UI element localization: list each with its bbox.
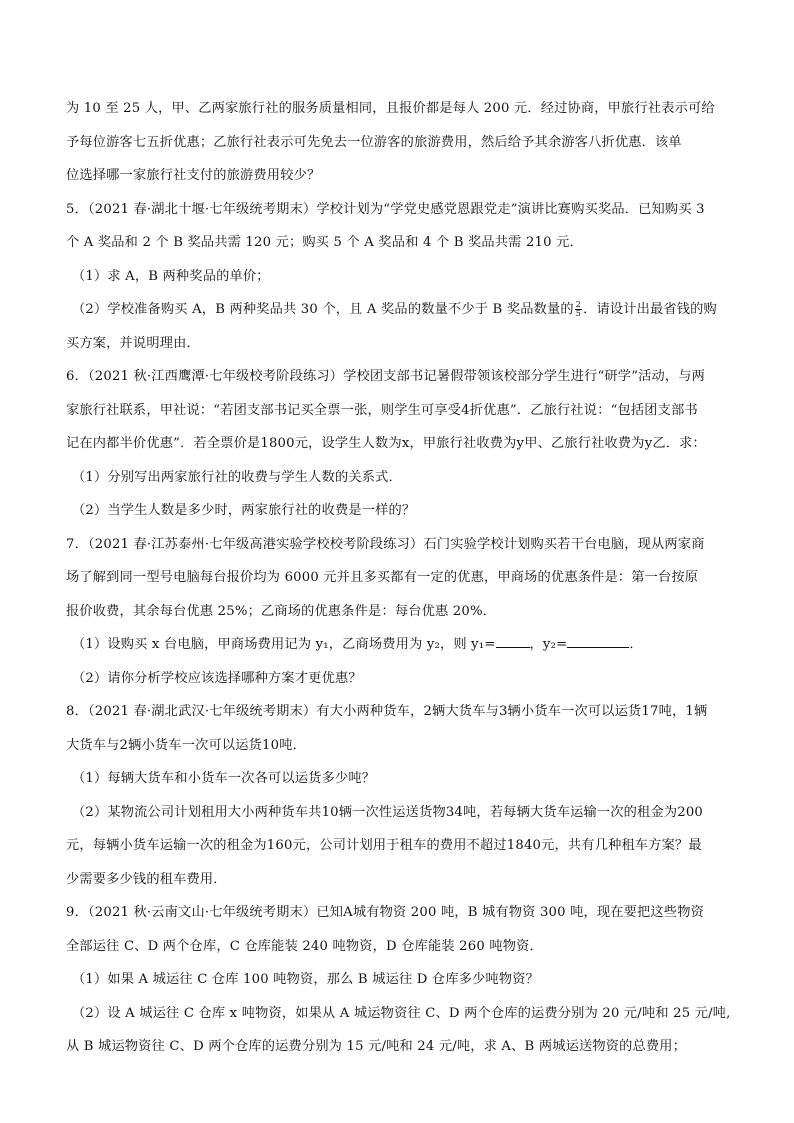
text-line: 为 10 至 25 人，甲、乙两家旅行社的服务质量相同，且报价都是每人 200 元．经过协商，甲旅行社表示可给	[66, 101, 715, 116]
text-line: 从 B 城运物资往 C、D 两个仓库的运费分别为 15 元/吨和 24 元/吨，求 A、B 两城运送物资的总费用；	[66, 1039, 687, 1054]
text-span: ．请设计出最省钱的购	[583, 302, 717, 317]
question-7-part-2: （2）请你分析学校应该选择哪种方案才更优惠？	[72, 670, 362, 686]
question-6-part-2: （2）当学生人数是多少时，两家旅行社的收费是一样的？	[72, 503, 416, 518]
text-line: 买方案，并说明理由．	[66, 335, 200, 351]
text-line: 大货车与2辆小货车一次可以运货10吨．	[66, 737, 306, 753]
question-7-header: 7．（2021 春·江苏泰州·七年级高港实验学校校考阶段练习）石门实验学校计划购买若干台电脑，现从两家商	[66, 536, 705, 552]
question-7-part-1	[66, 628, 730, 662]
fraction	[575, 301, 582, 318]
text-line: 个 A 奖品和 2 个 B 奖品共需 120 元；购买 5 个 A 奖品和 4 个 B 奖品共需 210 元．	[66, 235, 583, 250]
question-6-part-1: （1）分别写出两家旅行社的收费与学生人数的关系式．	[72, 469, 402, 485]
question-9-part-1: （1）如果 A 城运往 C 仓库 100 吨物资，那么 B 城运往 D 仓库多少吨物资？	[72, 972, 540, 987]
text-line: 少需要多少钱的租车费用．	[66, 871, 227, 887]
text-line: 记在内都半价优惠”．若全票价是1800元，设学生人数为x，甲旅行社收费为y甲、乙旅行社收费为y乙．求：	[66, 436, 706, 451]
text-span: ．	[629, 637, 643, 652]
text-line: 元，每辆小货车运输一次的租金为160元，公司计划用于租车的费用不超过1840元，共有几种租车方案？最	[66, 838, 702, 853]
fraction-denominator: 5	[575, 309, 582, 318]
text-span: ，y₂=	[529, 637, 568, 652]
question-5-part-1: （1）求 A，B 两种奖品的单价；	[72, 268, 270, 284]
text-line: 予每位游客七五折优惠；乙旅行社表示可先免去一位游客的旅游费用，然后给予其余游客八折优惠．该单	[66, 134, 682, 150]
question-6-header: 6．（2021 秋·江西鹰潭·七年级校考阶段练习）学校团支部书记暑假带领该校部分学生进行“研学”活动，与两	[66, 369, 706, 384]
text-line: 家旅行社联系，甲社说：“若团支部书记买全票一张，则学生可享受4折优惠”．乙旅行社说：“包括团支部书	[66, 402, 698, 418]
text-line: 位选择哪一家旅行社支付的旅游费用较少？	[66, 168, 321, 183]
text-line: 全部运往 C、D 两个仓库，C 仓库能装 240 吨物资，D 仓库能装 260 吨物资．	[66, 938, 543, 954]
document-page	[66, 92, 730, 1064]
answer-blank[interactable]	[567, 635, 629, 648]
question-8-part-2: （2）某物流公司计划租用大小两种货车共10辆一次性运送货物34吨，若每辆大货车运输一次的租金为200	[72, 804, 703, 820]
question-8-header: 8．（2021 春·湖北武汉·七年级统考期末）有大小两种货车，2辆大货车与3辆小货车一次可以运货17吨，1辆	[66, 704, 708, 719]
text-span: （2）学校准备购买 A，B 两种奖品共 30 个，且 A 奖品的数量不少于 B 奖品数量的	[72, 302, 574, 317]
answer-blank[interactable]	[496, 635, 530, 648]
fraction-numerator: 2	[575, 300, 582, 309]
question-9-part-2: （2）设 A 城运往 C 仓库 x 吨物资，如果从 A 城运物资往 C、D 两个仓库的运费分别为 20 元/吨和 25 元/吨,	[72, 1005, 731, 1021]
text-line: 场了解到同一型号电脑每台报价均为 6000 元并且多买都有一定的优惠，甲商场的优惠条件是：第一台按原	[66, 570, 699, 585]
question-5-part-2	[66, 293, 730, 327]
text-line: 报价收费，其余每台优惠 25%；乙商场的优惠条件是：每台优惠 20%．	[66, 603, 497, 619]
text-span: （1）设购买 x 台电脑，甲商场费用记为 y₁，乙商场费用为 y₂，则 y₁=	[72, 637, 496, 652]
question-9-header: 9．（2021 秋·云南文山·七年级统考期末）已知A城有物资 200 吨，B 城有物资 300 吨，现在要把这些物资	[66, 905, 704, 920]
question-5-header: 5．（2021 春·湖北十堰·七年级统考期末）学校计划为“学党史感党恩跟党走”演讲比赛购买奖品．已知购买 3	[66, 201, 705, 217]
question-8-part-1: （1）每辆大货车和小货车一次各可以运货多少吨？	[72, 771, 376, 786]
